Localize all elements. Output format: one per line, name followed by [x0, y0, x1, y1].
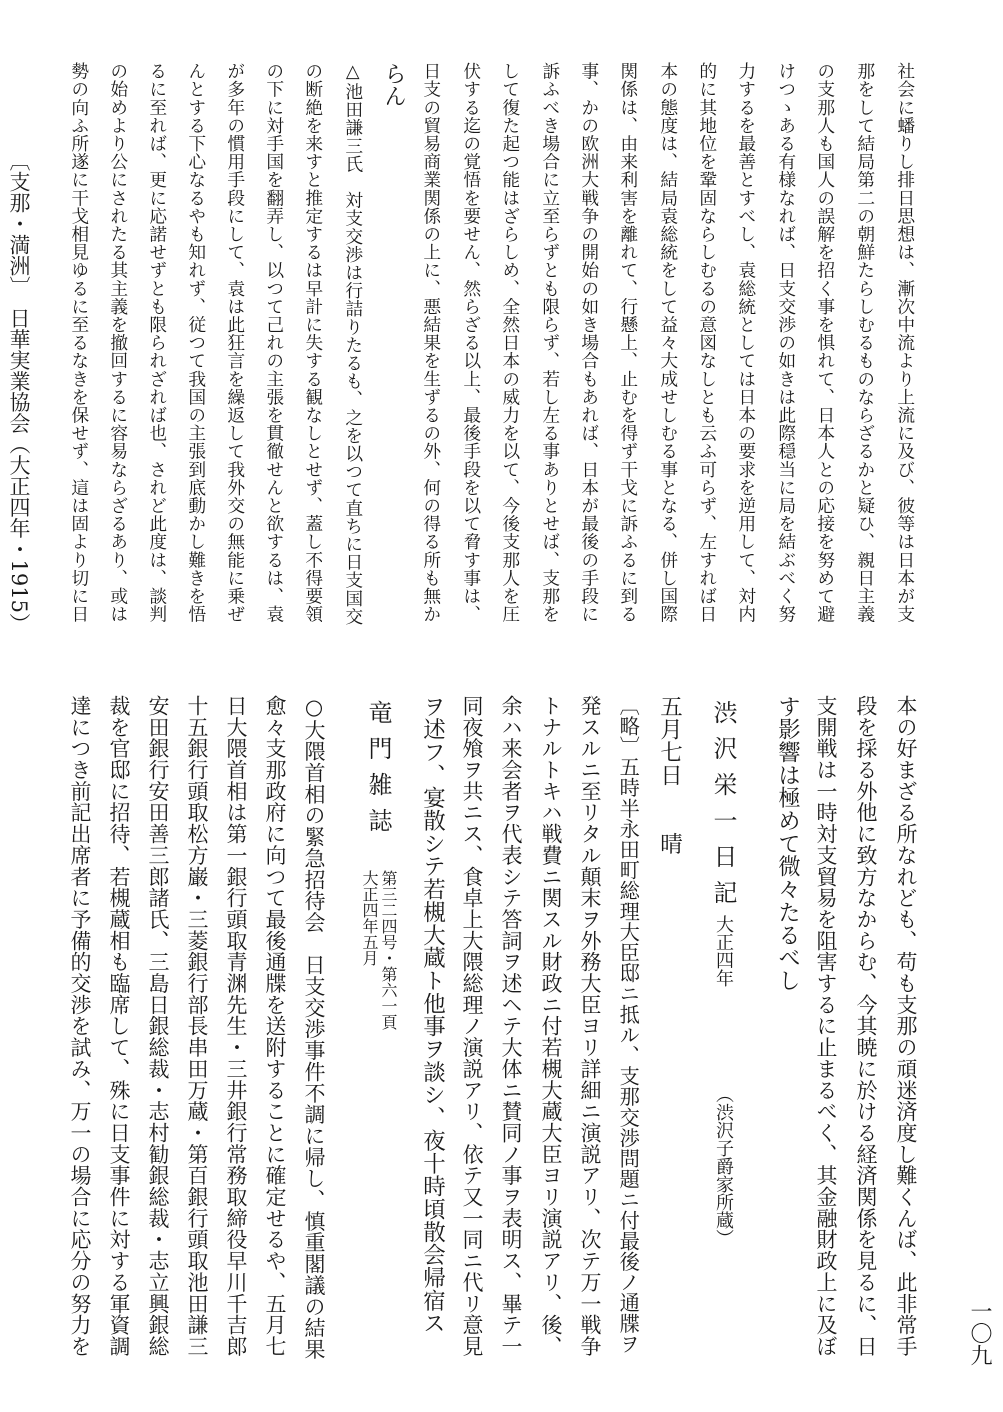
text-line: 的に其地位を鞏固ならしむるの意図なしとも云ふ可らず、左すれば日	[696, 62, 717, 624]
text-line: 十五銀行頭取松方巌・三菱銀行部長串田万蔵・第百銀行頭取池田謙三	[185, 695, 209, 1357]
text-line: 〔略〕五時半永田町総理大臣邸ニ抵ル、支那交渉問題ニ付最後ノ通牒ヲ	[616, 695, 641, 1355]
text-line: トナルトキハ戦費ニ関スル財政ニ付若槻大蔵大臣ヨリ演説アリ、後、	[539, 695, 563, 1357]
diary-title: 渋沢栄一日記	[709, 700, 737, 916]
text-line: 日大隈首相は第一銀行頭取青渊先生・三井銀行常務取締役早川千吉郎	[224, 695, 248, 1357]
text-line: 本の態度は、結局袁総統をして益々大成せしむる事となる、併し国際	[657, 62, 678, 624]
diary-date-line: 五月七日 晴	[656, 695, 683, 855]
text-line: んとする下心なるやも知れず、従つて我国の主張到底動かし難きを悟	[185, 62, 206, 624]
text-line: 余ハ来会者ヲ代表シテ答詞ヲ述ヘテ大体ニ賛同ノ事ヲ表明ス、畢テ一	[499, 695, 523, 1357]
text-line: 裁を官邸に招待、若槻蔵相も臨席して、殊に日支事件に対する軍資調	[107, 695, 131, 1357]
zasshi-title: 竜門雑誌	[364, 700, 392, 844]
text-line: るに至れば、更に応諾せずとも限られざれば也、されど此度は、談判	[146, 62, 167, 624]
text-line: の断絶を来すと推定するは早計に失する観なしとせず、蓋し不得要領	[302, 62, 323, 624]
text-line: して復た起つ能はざらしめ、全然日本の威力を以て、今後支那人を圧	[499, 62, 520, 624]
zasshi-issue-date: 大正四年五月	[360, 870, 379, 966]
text-line: ヲ述フ、宴散シテ若槻大蔵ト他事ヲ談シ、夜十時頃散会帰宿ス	[419, 695, 446, 1335]
text-line: 勢の向ふ所遂に干戈相見ゆるに至るなきを保せず、這は固より切に日	[68, 62, 89, 624]
text-line: 同夜飧ヲ共ニス、食卓上大隈総理ノ演説アリ、依テ又一同ニ代リ意見	[460, 695, 484, 1357]
diary-date-note: 大正四年	[713, 915, 734, 987]
text-line: の下に対手国を翻弄し、以つて己れの主張を貫徹せんと欲するは、袁	[263, 62, 284, 624]
page-number: 一〇九	[967, 1300, 992, 1366]
text-line: けつゝある有様なれば、日支交渉の如きは此際穏当に局を結ぶべく努	[775, 62, 796, 624]
text-line: の始めより公にされたる其主義を撤回するに容易ならざるあり、或は	[107, 62, 128, 624]
text-line: 支開戦は一時対支貿易を阻害するに止まるべく、其金融財政上に及ぼ	[814, 695, 838, 1357]
text-line: す影響は極めて微々たるべし	[774, 695, 801, 993]
text-line: ○大隈首相の緊急招待会 日支交渉事件不調に帰し、慎重閣議の結果	[302, 695, 326, 1360]
text-line: 那をして結局第二の朝鮮たらしむるものならざるかと疑ひ、親日主義	[854, 62, 875, 624]
text-line: △池田謙三氏 対支交渉は行詰りたるも、之を以つて直ちに日支国交	[342, 62, 363, 626]
text-line: 愈々支那政府に向つて最後通牒を送附することに確定せるや、五月七	[263, 695, 287, 1357]
text-line: 訴ふべき場合に立至らずとも限らず、若し左る事ありとせば、支那を	[539, 62, 560, 624]
text-line: 伏する迄の覚悟を要せん、然らざる以上、最後手段を以て脅す事は、	[460, 62, 481, 624]
running-head: 〔支那・満洲〕 日華実業協会（大正四年・1915）	[7, 150, 31, 634]
text-line: 発スルニ至リタル顛末ヲ外務大臣ヨリ詳細ニ演説アリ、次テ万一戦争	[578, 695, 602, 1357]
diary-owner-note: （渋沢子爵家所蔵）	[713, 1085, 734, 1247]
text-line: 安田銀行安田善三郎諸氏、三島日銀総裁・志村勧銀総裁・志立興銀総	[146, 695, 170, 1357]
text-line: 社会に蟠りし排日思想は、漸次中流より上流に及び、彼等は日本が支	[894, 62, 915, 624]
text-line: 本の好まざる所なれども、苟も支那の頑迷済度し難くんば、此非常手	[894, 695, 918, 1357]
text-line: 日支の貿易商業関係の上に、悪結果を生ずるの外、何の得る所も無か	[420, 62, 441, 624]
text-line: 関係は、由来利害を離れて、行懸上、止むを得ず干戈に訴ふるに到る	[617, 62, 638, 624]
text-line: が多年の慣用手段にして、袁は此狂言を繰返して我外交の無能に乗ぜ	[224, 62, 245, 624]
text-line: らん	[380, 62, 407, 108]
text-line: の支那人も国人の誤解を招く事を惧れて、日本人との応接を努めて避	[814, 62, 835, 624]
zasshi-issue-line: 第三二四号・第六一頁	[379, 870, 398, 1030]
text-line: 力するを最善とすべし、袁総統としては日本の要求を逆用して、対内	[735, 62, 756, 624]
text-line: 事、かの欧洲大戦争の開始の如き場合もあれば、日本が最後の手段に	[578, 62, 599, 624]
text-line: 達につき前記出席者に予備的交渉を試み、万一の場合に応分の努力を	[68, 695, 92, 1357]
text-line: 段を採る外他に致方なからむ、今其暁に於ける経済関係を見るに、日	[854, 695, 878, 1357]
